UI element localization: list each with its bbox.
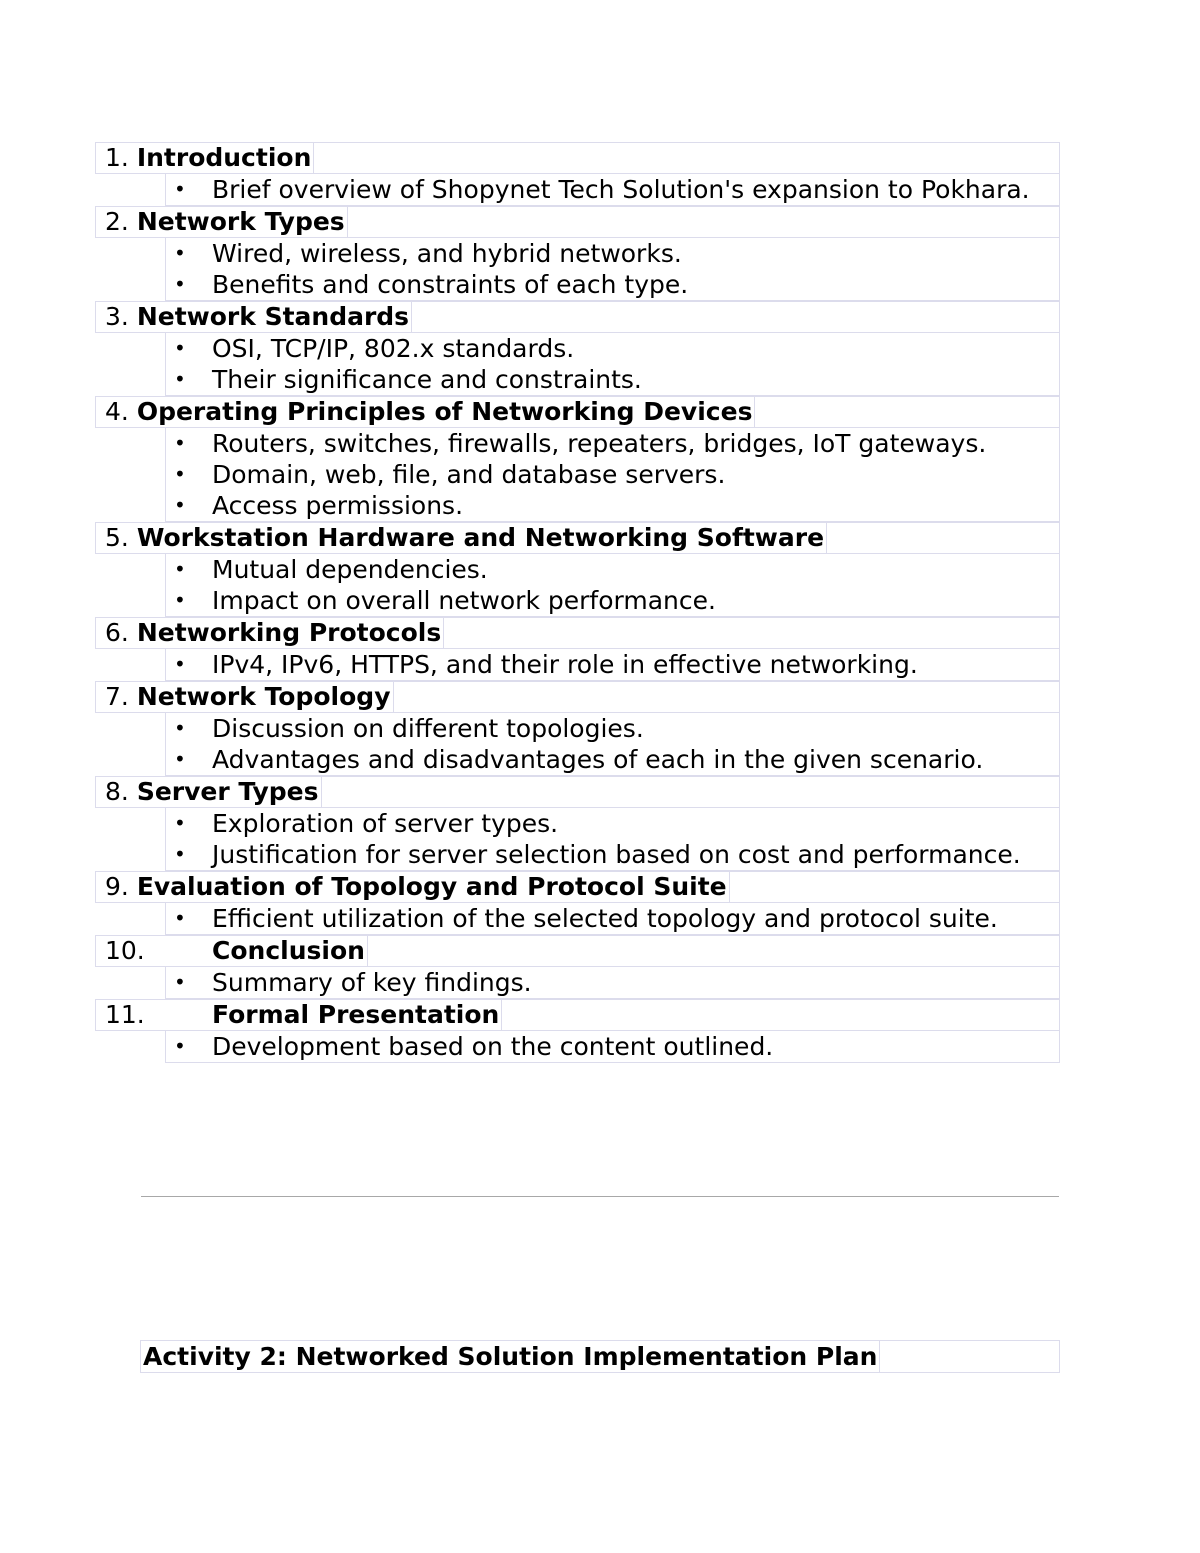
section-number: 9. (105, 872, 129, 901)
section-heading (96, 936, 368, 966)
bullet-item: • Development based on the content outlined. (166, 1031, 1059, 1062)
bullet-item: • Benefits and constraints of each type. (166, 269, 1059, 300)
section-number: 6. (105, 618, 129, 647)
bullet-list (165, 174, 1060, 206)
bullet-item: • Wired, wireless, and hybrid networks. (166, 238, 1059, 269)
section-title: Conclusion (212, 936, 365, 965)
section-title: Formal Presentation (212, 1000, 500, 1029)
section-number: 5. (105, 523, 129, 552)
bullet-list (165, 967, 1060, 999)
section-heading (96, 143, 314, 173)
bullet-item: • OSI, TCP/IP, 802.x standards. (166, 333, 1059, 364)
section-heading-row (95, 999, 1060, 1031)
bullet-item: • Access permissions. (166, 490, 1059, 521)
bullet-list (165, 428, 1060, 522)
section-heading (96, 523, 827, 553)
section-title: Network Standards (136, 302, 410, 331)
bullet-item: • Domain, web, file, and database servers. (166, 459, 1059, 490)
section-title: Network Types (136, 207, 345, 236)
section-title: Network Topology (136, 682, 391, 711)
bullet-list (165, 903, 1060, 935)
outline-list (95, 142, 1060, 1063)
section-heading-row (95, 396, 1060, 428)
section-heading (96, 207, 348, 237)
section-number: 10. (105, 936, 145, 965)
section-heading (96, 1000, 502, 1030)
section-heading (96, 777, 322, 807)
horizontal-rule (141, 1196, 1059, 1197)
section-heading-row (95, 871, 1060, 903)
section-heading-row (95, 681, 1060, 713)
bullet-list (165, 713, 1060, 776)
bullet-item: • Brief overview of Shopynet Tech Solution's expansion to Pokhara. (166, 174, 1059, 205)
section-title: Networking Protocols (136, 618, 442, 647)
bullet-list (165, 554, 1060, 617)
activity-heading: Activity 2: Networked Solution Implementation Plan (141, 1341, 880, 1372)
section-number: 7. (105, 682, 129, 711)
section-number: 11. (105, 1000, 145, 1029)
section-number: 4. (105, 397, 129, 426)
section-title: Workstation Hardware and Networking Software (136, 523, 825, 552)
bullet-list (165, 649, 1060, 681)
section-title: Introduction (136, 143, 312, 172)
bullet-list (165, 808, 1060, 871)
section-heading (96, 302, 412, 332)
section-heading (96, 872, 730, 902)
bullet-item: • IPv4, IPv6, HTTPS, and their role in effective networking. (166, 649, 1059, 680)
section-heading-row (95, 522, 1060, 554)
section-title: Evaluation of Topology and Protocol Suite (136, 872, 727, 901)
section-heading-row (95, 776, 1060, 808)
section-number: 1. (105, 143, 129, 172)
section-heading-row (95, 617, 1060, 649)
section-heading (96, 397, 755, 427)
bullet-item: • Efficient utilization of the selected topology and protocol suite. (166, 903, 1059, 934)
bullet-item: • Summary of key findings. (166, 967, 1059, 998)
bullet-item: • Routers, switches, firewalls, repeaters, bridges, IoT gateways. (166, 428, 1059, 459)
section-heading-row (95, 935, 1060, 967)
bullet-list (165, 1031, 1060, 1063)
activity-heading-row (140, 1340, 1060, 1373)
bullet-item: • Exploration of server types. (166, 808, 1059, 839)
section-heading (96, 618, 444, 648)
bullet-item: • Their significance and constraints. (166, 364, 1059, 395)
section-number: 3. (105, 302, 129, 331)
section-number: 8. (105, 777, 129, 806)
section-number: 2. (105, 207, 129, 236)
bullet-item: • Discussion on different topologies. (166, 713, 1059, 744)
section-heading-row (95, 142, 1060, 174)
section-title: Operating Principles of Networking Devices (136, 397, 753, 426)
bullet-list (165, 238, 1060, 301)
section-heading-row (95, 301, 1060, 333)
section-heading-row (95, 206, 1060, 238)
section-title: Server Types (136, 777, 319, 806)
bullet-list (165, 333, 1060, 396)
bullet-item: • Advantages and disadvantages of each in the given scenario. (166, 744, 1059, 775)
bullet-item: • Mutual dependencies. (166, 554, 1059, 585)
bullet-item: • Justification for server selection based on cost and performance. (166, 839, 1059, 870)
bullet-item: • Impact on overall network performance. (166, 585, 1059, 616)
section-heading (96, 682, 394, 712)
